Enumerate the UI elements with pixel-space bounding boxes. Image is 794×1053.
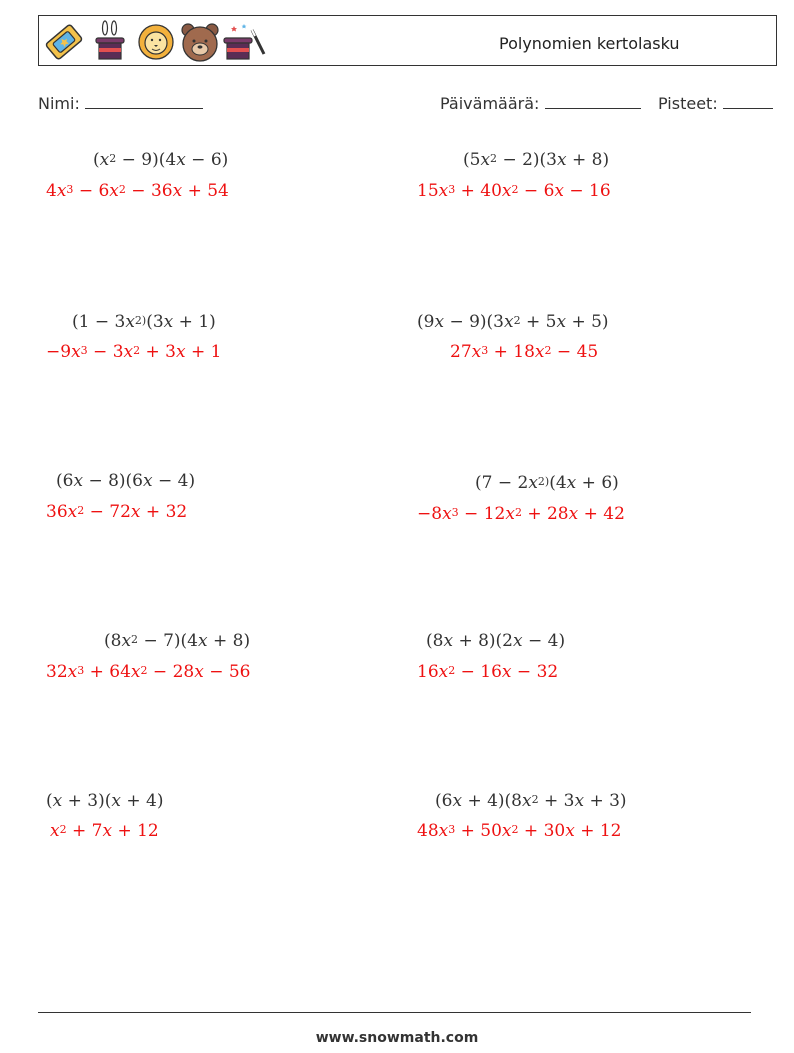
exponent: 2 [490, 152, 498, 165]
answer-10: $48x^3 + 50x^2 + 30x + 12$ [417, 821, 622, 841]
variable: x [504, 312, 514, 332]
variable: x [56, 181, 67, 201]
variable: x [452, 791, 463, 811]
variable: x [566, 473, 577, 493]
variable: x [574, 791, 585, 811]
worksheet-title: Polynomien kertolasku [499, 34, 680, 53]
answer-8: $16x^2 - 16x - 32$ [417, 662, 559, 682]
variable: x [172, 181, 183, 201]
problem-9: (x + 3)(x + 4) [46, 791, 164, 811]
answer-3: $-9x^3 - 3x^2 + 3x + 1$ [46, 342, 222, 362]
exponent: 2 [131, 633, 139, 646]
variable: x [480, 150, 491, 170]
exponent: 2 [77, 504, 85, 517]
problem-10: $(6x + 4)(8x^2 + 3x + 3)$ [435, 791, 627, 811]
variable: x [52, 791, 63, 811]
variable: x [438, 662, 449, 682]
variable: x [471, 342, 482, 362]
variable: x [501, 181, 512, 201]
exponent: 2 [531, 793, 539, 806]
problem-8: (8x + 8)(2x − 4) [426, 631, 566, 651]
variable: x [176, 150, 186, 170]
variable: x [121, 631, 132, 651]
variable: x [501, 662, 512, 682]
problem-1: $(x^2 - 9)(4x - 6)$ [93, 150, 229, 170]
variable: x [528, 473, 538, 493]
variable: x [557, 150, 567, 170]
variable: x [99, 150, 110, 170]
name-field [38, 94, 203, 113]
problem-2: $(5x^2 - 2)(3x + 8)$ [463, 150, 610, 170]
worksheet-header [38, 15, 777, 66]
variable: x [67, 502, 78, 522]
lion-icon [134, 20, 178, 64]
variable: x [143, 471, 153, 491]
variable: x [176, 342, 186, 362]
problem-3: ($1 - 3x^{2)}(3x + 1)$ [72, 312, 216, 332]
answer-9: $x^2 + 7x + 12$ [50, 821, 159, 841]
answer-2: $15x^3 + 40x^2 - 6x - 16$ [417, 181, 611, 201]
variable: x [438, 181, 449, 201]
variable: x [505, 504, 515, 524]
variable: x [67, 662, 78, 682]
exponent: 2) [134, 314, 147, 327]
exponent: 2 [514, 506, 522, 519]
answer-7: $32x^3 + 64x^2 - 28x - 56$ [46, 662, 251, 682]
variable: x [522, 791, 532, 811]
variable: x [111, 791, 121, 811]
variable: x [73, 471, 84, 491]
variable: x [568, 504, 579, 524]
variable: x [554, 181, 564, 201]
exponent: 2 [511, 823, 519, 836]
variable: x [434, 312, 445, 332]
exponent: 2 [59, 823, 67, 836]
magic-hat-wand-icon [222, 20, 268, 64]
exponent: 2 [109, 152, 117, 165]
exponent: 3 [481, 344, 489, 357]
date-field [440, 94, 641, 113]
exponent: 2 [513, 314, 521, 327]
exponent: 3 [66, 183, 74, 196]
variable: x [198, 631, 208, 651]
variable: x [443, 631, 454, 651]
exponent: 2 [511, 183, 519, 196]
score-blank[interactable] [723, 94, 773, 109]
exponent: 3 [80, 344, 88, 357]
variable: x [534, 342, 545, 362]
variable: x [501, 821, 512, 841]
bear-icon [178, 20, 222, 64]
variable: x [194, 662, 204, 682]
exponent: 2 [544, 344, 552, 357]
variable: x [71, 342, 81, 362]
exponent: 2) [537, 475, 550, 488]
name-label: Nimi: [38, 94, 80, 113]
exponent: 2 [140, 664, 148, 677]
exponent: 2 [448, 664, 456, 677]
date-blank[interactable] [545, 94, 641, 109]
variable: x [130, 502, 141, 522]
variable: x [565, 821, 575, 841]
answer-6: $-8x^3 - 12x^2 + 28x + 42$ [417, 504, 625, 524]
footer-divider [38, 1012, 751, 1013]
variable: x [442, 504, 452, 524]
name-blank[interactable] [85, 94, 203, 109]
problem-6: ($7 - 2x^{2)}(4x + 6)$ [475, 473, 619, 493]
score-field [658, 94, 773, 113]
answer-5: $36x^2 - 72x + 32$ [46, 502, 188, 522]
variable: x [130, 662, 141, 682]
variable: x [109, 181, 119, 201]
problem-5: (6x − 8)(6x − 4) [56, 471, 196, 491]
ticket-icon [42, 20, 86, 64]
variable: x [513, 631, 523, 651]
date-label: Päivämäärä: [440, 94, 540, 113]
variable: x [163, 312, 174, 332]
variable: x [50, 821, 60, 841]
exponent: 2 [133, 344, 141, 357]
variable: x [123, 342, 134, 362]
footer-url[interactable]: www.snowmath.com [315, 1030, 479, 1046]
exponent: 3 [448, 823, 456, 836]
problem-7: $(8x^2 - 7)(4x + 8)$ [104, 631, 251, 651]
variable: x [125, 312, 135, 332]
score-label: Pisteet: [658, 94, 718, 113]
answer-4: $27x^3 + 18x^2 - 45$ [450, 342, 599, 362]
exponent: 3 [451, 506, 459, 519]
magic-hat-rabbit-icon [90, 20, 130, 64]
problem-4: $(9x - 9)(3x^2 + 5x + 5)$ [417, 312, 609, 332]
variable: x [102, 821, 113, 841]
exponent: 2 [118, 183, 126, 196]
variable: x [438, 821, 449, 841]
exponent: 3 [448, 183, 456, 196]
answer-1: $4x^3 - 6x^2 - 36x + 54$ [46, 181, 229, 201]
exponent: 3 [77, 664, 85, 677]
variable: x [556, 312, 567, 332]
